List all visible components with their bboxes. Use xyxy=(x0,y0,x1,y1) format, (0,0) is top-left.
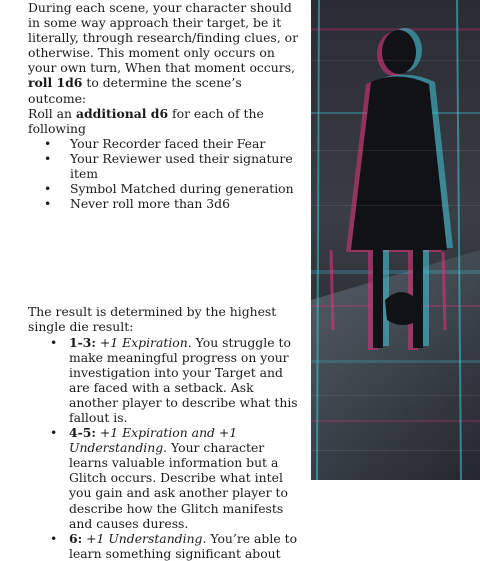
result-description: You struggle to make meaningful progress on your investigation into your Target and are faced with a setback. Ask another player to describe what this fallout is. xyxy=(69,334,298,425)
bullet-icon: • xyxy=(44,181,52,197)
result-description: You’re able to learn something significant about xyxy=(69,530,298,561)
result-description: Your character learns valuable information but a Glitch occurs. Describe what intel you gain and ask another player to describe how the Glitch manifests and causes duress. xyxy=(69,440,288,531)
list-item xyxy=(28,335,300,426)
glitch-photo-silhouette xyxy=(311,0,480,480)
list-item xyxy=(28,136,300,151)
roll-dice-emphasis: roll 1d6 xyxy=(28,75,83,91)
result-effect: +1 Expiration and +1 Understanding. xyxy=(69,425,238,456)
rules-text-column xyxy=(28,0,300,561)
modifier-text: Never roll more than 3d6 xyxy=(70,196,230,212)
roll-modifier-list xyxy=(28,136,300,211)
bullet-icon: • xyxy=(50,334,58,350)
intro-text-end: to determine the scene’s outcome: xyxy=(28,75,242,106)
intro-paragraph xyxy=(28,0,300,106)
list-item xyxy=(28,531,300,561)
result-effect: +1 Expiration. xyxy=(99,334,192,350)
bullet-icon: • xyxy=(44,150,52,166)
additional-roll-text-end: for each of the following xyxy=(28,105,264,136)
additional-d6-emphasis: additional d6 xyxy=(75,105,169,121)
section-spacer xyxy=(28,211,300,304)
list-item xyxy=(28,196,300,211)
result-range: 6: xyxy=(69,530,83,546)
additional-roll-paragraph xyxy=(28,106,300,136)
result-intro-text: The result is determined by the highest single die result: xyxy=(28,304,277,335)
modifier-text: Symbol Matched during generation xyxy=(70,181,294,197)
bullet-icon: • xyxy=(44,196,52,212)
list-item xyxy=(28,425,300,531)
bullet-icon: • xyxy=(44,135,52,151)
modifier-text: Your Recorder faced their Fear xyxy=(70,135,266,151)
bullet-icon: • xyxy=(50,425,58,441)
list-item xyxy=(28,181,300,196)
silhouette-illustration xyxy=(311,0,480,480)
modifier-text: Your Reviewer used their signature item xyxy=(70,150,293,182)
intro-text: During each scene, your character should in some way approach their target, be it literally, through research/finding clues, or otherwise. This moment only occurs on your own turn, When that moment occurs, xyxy=(28,0,299,76)
additional-roll-text: Roll an xyxy=(28,105,76,121)
list-item xyxy=(28,151,300,181)
result-list xyxy=(28,335,300,561)
result-range: 4-5: xyxy=(69,425,96,441)
bullet-icon: • xyxy=(50,530,58,546)
result-effect: +1 Understanding. xyxy=(86,530,207,546)
result-range: 1-3: xyxy=(69,334,96,350)
